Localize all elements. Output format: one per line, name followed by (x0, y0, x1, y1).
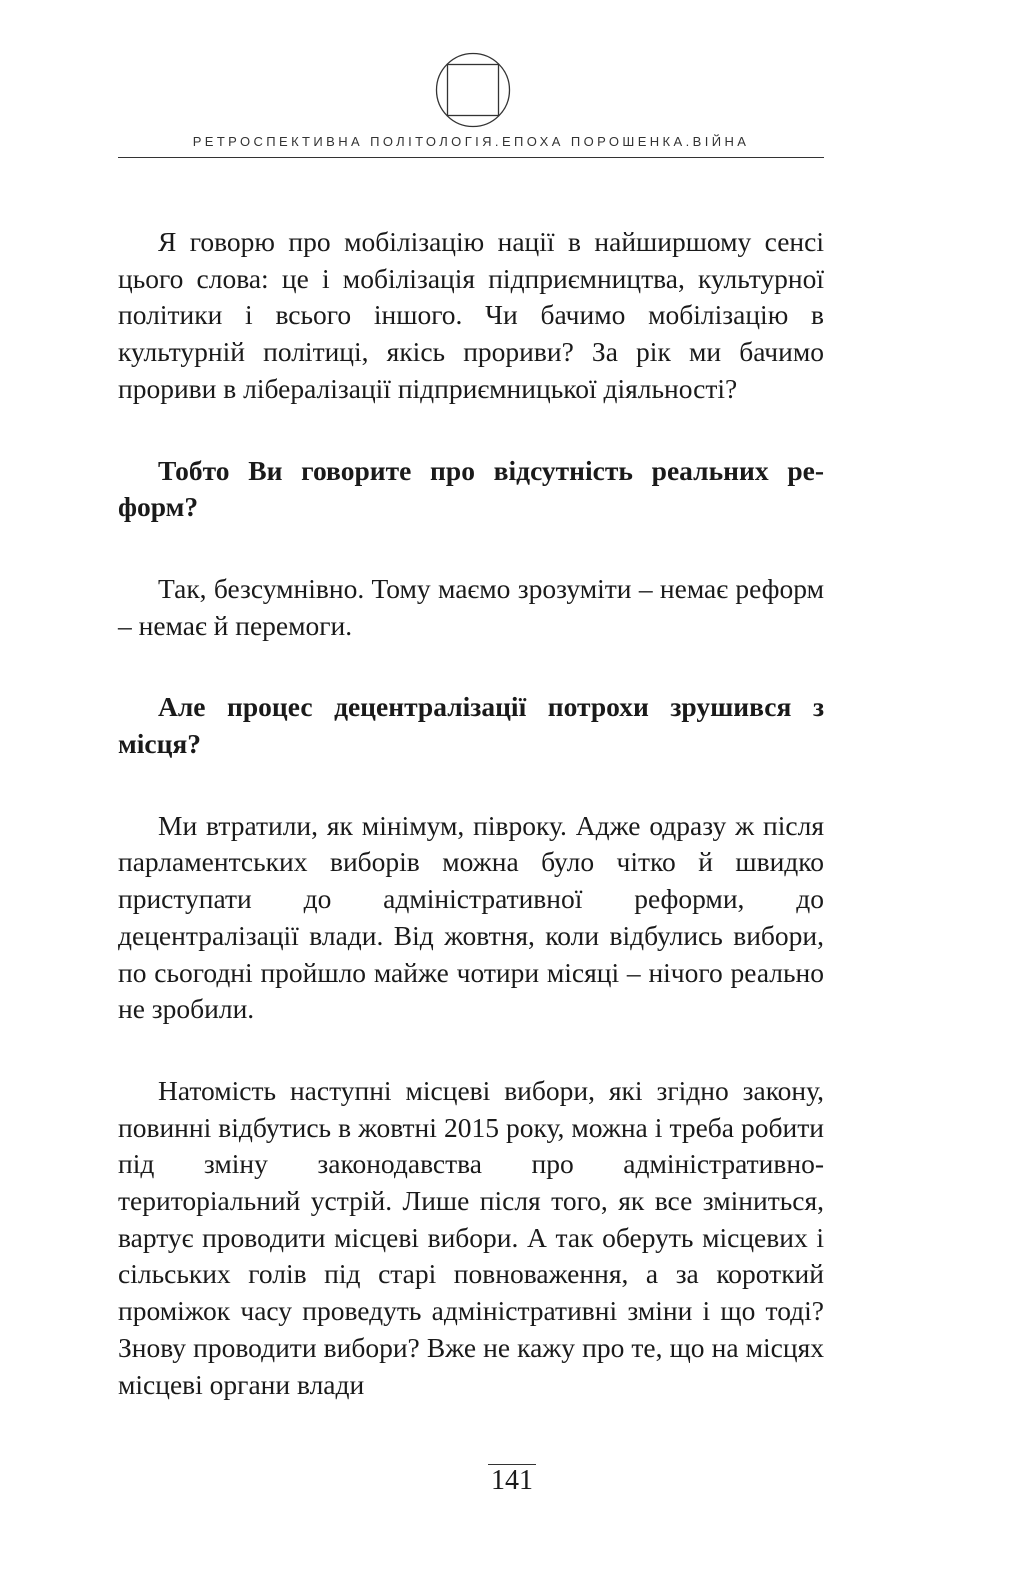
paragraph-question: Тобто Ви говорите про відсутність реальних реформ? (118, 454, 824, 523)
paragraph-answer: Я говорю про мобілізацію нації в найширшому сенсі цього слова: це і мобілізація підприємництва, культурної політики і всього іншого. Чи бачимо мобілізацію в культурній політиці, якісь прориви? За рік ми бачимо прориви в лібералізації підприємницької діяльності? (118, 226, 824, 404)
paragraph-answer: Ми втратили, як мінімум, півроку. Адже одразу ж після парламентських виборів можна було чітко й швидко приступати до адміністративної реформи, до децентралізації влади. Від жовтня, коли відбулись вибори, по сьогодні пройшло майже чотири місяці – нічого реально не зробили. (118, 809, 824, 1025)
paragraph-question: Але процес децентралізації потрохи зрушився з місця? (118, 691, 824, 760)
paragraph-answer: Натомість наступні місцеві вибори, які згідно закону, повинні відбутись в жовтні 2015 року, можна і треба робити під зміну законодавства про адміністративно-територіальний устрій. Лише після того, як все зміниться, вартує проводити місцеві вибори. А так оберуть місцевих і сільських голів під старі повноваження, а за короткий проміжок часу проведуть адміністративні зміни і що тоді? Знову проводити вибори? Вже не кажу про те, що на місцях місцеві органи влади (118, 1074, 824, 1400)
paragraph-answer: Так, безсумнівно. Тому маємо зрозуміти – немає реформ – немає й перемоги. (118, 572, 824, 641)
page-number-value: 141 (488, 1464, 536, 1496)
header-divider (118, 157, 824, 158)
running-header-title: РЕТРОСПЕКТИВНА ПОЛІТОЛОГІЯ.ЕПОХА ПОРОШЕНКА.ВІЙНА (192, 134, 750, 149)
page-body (118, 224, 824, 1448)
page-number (0, 1465, 1024, 1497)
circle-square-logo-icon (435, 52, 511, 128)
